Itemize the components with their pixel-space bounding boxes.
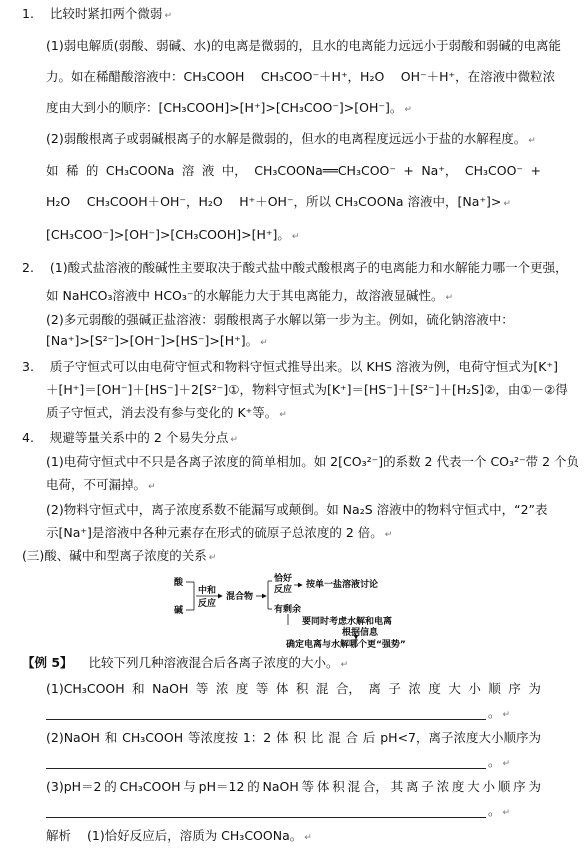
example-q3: (3)pH＝2 的 CH₃COOH 与 pH＝12 的 NaOH 等 体 积 混 合， 其 离 子 浓 度 大 小 顺 序 为 xyxy=(46,779,541,794)
diagram-note-3: 确定电离与水解哪个更“强势” xyxy=(286,640,406,648)
answer-end-3: 。 ↵ xyxy=(488,803,511,818)
s4-line-d: 示[Na⁺]是溶液中各种元素存在形式的硫原子总浓度的 2 倍。 ↵ xyxy=(46,525,393,540)
example-q2: (2)NaOH 和 CH₃COOH 等浓度按 1：2 体 积 比 混 合 后 pH<7，离子浓度大小顺序为 xyxy=(46,730,541,745)
example-q1: (1)CH₃COOH 和 NaOH 等 浓 度 等 体 积 混 合， 离 子 浓 度 大 小 顺 序 为 xyxy=(46,681,541,696)
diagram-excess: 有剩余 xyxy=(274,605,302,615)
s4-number: 4. xyxy=(22,430,34,445)
s3-line-a: 3. 质子守恒式可以由电荷守恒式和物料守恒式推导出来。以 KHS 溶液为例，电荷守恒式为[K⁺] xyxy=(22,359,558,374)
s1-number: 1. xyxy=(22,6,34,21)
diagram-acid: 酸 xyxy=(174,578,184,588)
analysis-label: 解析 xyxy=(46,828,72,843)
analysis-text: (1)恰好反应后，溶质为 CH₃COONa。 xyxy=(87,828,303,843)
s1-p2-line-a: (2)弱酸根离子或弱碱根离子的水解是微弱的，但水的电离程度远远小于盐的水解程度。 ↵ xyxy=(46,131,536,146)
diagram-mixture: 混合物 xyxy=(226,592,254,602)
diagram-base: 碱 xyxy=(174,606,184,616)
s4-line-b: 电荷，不可漏掉。 ↵ xyxy=(46,477,156,492)
analysis-line: 解析 (1)恰好反应后，溶质为 CH₃COONa。 ↵ xyxy=(46,828,312,843)
example-stem: 比较下列几种溶液混合后各离子浓度的大小。 xyxy=(88,655,339,670)
neutralization-flow-diagram xyxy=(160,573,460,648)
s1-p2-line-c: H₂O CH₃COOH＋OH⁻，H₂O H⁺＋OH⁻，所以 CH₃COONa 溶液中，[Na⁺]> ↵ xyxy=(46,194,511,209)
s1-heading: 1. 比较时紧扣两个微弱 ↵ xyxy=(22,6,172,21)
s4-heading: 4. 规避等量关系中的 2 个易失分点 ↵ xyxy=(22,430,238,445)
answer-blank-2[interactable] xyxy=(46,767,486,769)
diagram-neutralize: 中和 xyxy=(198,586,217,596)
s1-p1-line-c: 度由大到小的顺序：[CH₃COOH]>[H⁺]>[CH₃COO⁻]>[OH⁻]。 ↵ xyxy=(46,100,412,115)
s4-line-c: (2)物料守恒式中，离子浓度系数不能漏写或颠倒。如 Na₂S 溶液中的物料守恒式中，“2”表 xyxy=(46,502,548,517)
diagram-exact-2: 反应 xyxy=(274,585,293,595)
s2-number: 2. xyxy=(22,260,34,275)
answer-end-1: 。 ↵ xyxy=(488,705,511,720)
s5-heading: (三)酸、碱中和型离子浓度的关系 ↵ xyxy=(22,548,217,563)
answer-blank-3[interactable] xyxy=(46,816,486,818)
diagram-note-1: 要同时考虑水解和电离 xyxy=(302,617,393,627)
s1-p1-line-a: (1)弱电解质(弱酸、弱碱、水)的电离是微弱的，且水的电离能力远远小于弱酸和弱碱的电离能 xyxy=(46,38,561,53)
s2-line-b: 如 NaHCO₃溶液中 HCO₃⁻的水解能力大于其电离能力，故溶液显碱性。 ↵ xyxy=(46,288,454,303)
diagram-exact: 恰好 xyxy=(274,574,293,584)
answer-blank-1[interactable] xyxy=(46,718,486,720)
s1-title: 比较时紧扣两个微弱 xyxy=(49,6,163,21)
example-label: 【例 5】 xyxy=(22,655,73,670)
s3-line-b: ＋[H⁺]＝[OH⁻]＋[HS⁻]＋2[S²⁻]①，物料守恒式为[K⁺]＝[HS⁻]＋[S²⁻]＋[H₂S]②，由①－②得 xyxy=(46,382,568,397)
example-stem-line: 【例 5】 比较下列几种溶液混合后各离子浓度的大小。 ↵ xyxy=(22,655,349,670)
diagram-note-2: 根据信息 xyxy=(342,628,379,638)
s3-number: 3. xyxy=(22,359,34,374)
s2-line-a: 2. (1)酸式盐溶液的酸碱性主要取决于酸式盐中酸式酸根离子的电离能力和水解能力哪一个更强， xyxy=(22,260,568,275)
s1-p2-line-d: [CH₃COO⁻]>[OH⁻]>[CH₃COOH]>[H⁺]。 ↵ xyxy=(46,227,300,242)
diagram-react: 反应 xyxy=(198,599,217,609)
answer-end-2: 。 ↵ xyxy=(488,754,511,769)
s3-line-c: 质子守恒式，消去没有参与变化的 K⁺等。 ↵ xyxy=(46,405,287,420)
s2-line-d: [Na⁺]>[S²⁻]>[OH⁻]>[HS⁻]>[H⁺]。 ↵ xyxy=(46,333,268,348)
s1-p1-line-b: 力。如在稀醋酸溶液中：CH₃COOH CH₃COO⁻＋H⁺，H₂O OH⁻＋H⁺，在溶液中微粒浓 xyxy=(46,69,556,84)
s1-p2-line-b: 如 稀 的 CH₃COONa 溶 液 中， CH₃COONa══CH₃COO⁻ + Na⁺， CH₃COO⁻ + xyxy=(46,163,541,178)
s2-line-c: (2)多元弱酸的强碱正盐溶液：弱酸根离子水解以第一步为主。例如，硫化钠溶液中： xyxy=(46,312,514,327)
diagram-exact-note: 按单一盐溶液讨论 xyxy=(306,580,379,590)
s4-line-a: (1)电荷守恒式中不只是各离子浓度的简单相加。如 2[CO₃²⁻]的系数 2 代表一个 CO₃²⁻带 2 个负 xyxy=(46,454,580,469)
